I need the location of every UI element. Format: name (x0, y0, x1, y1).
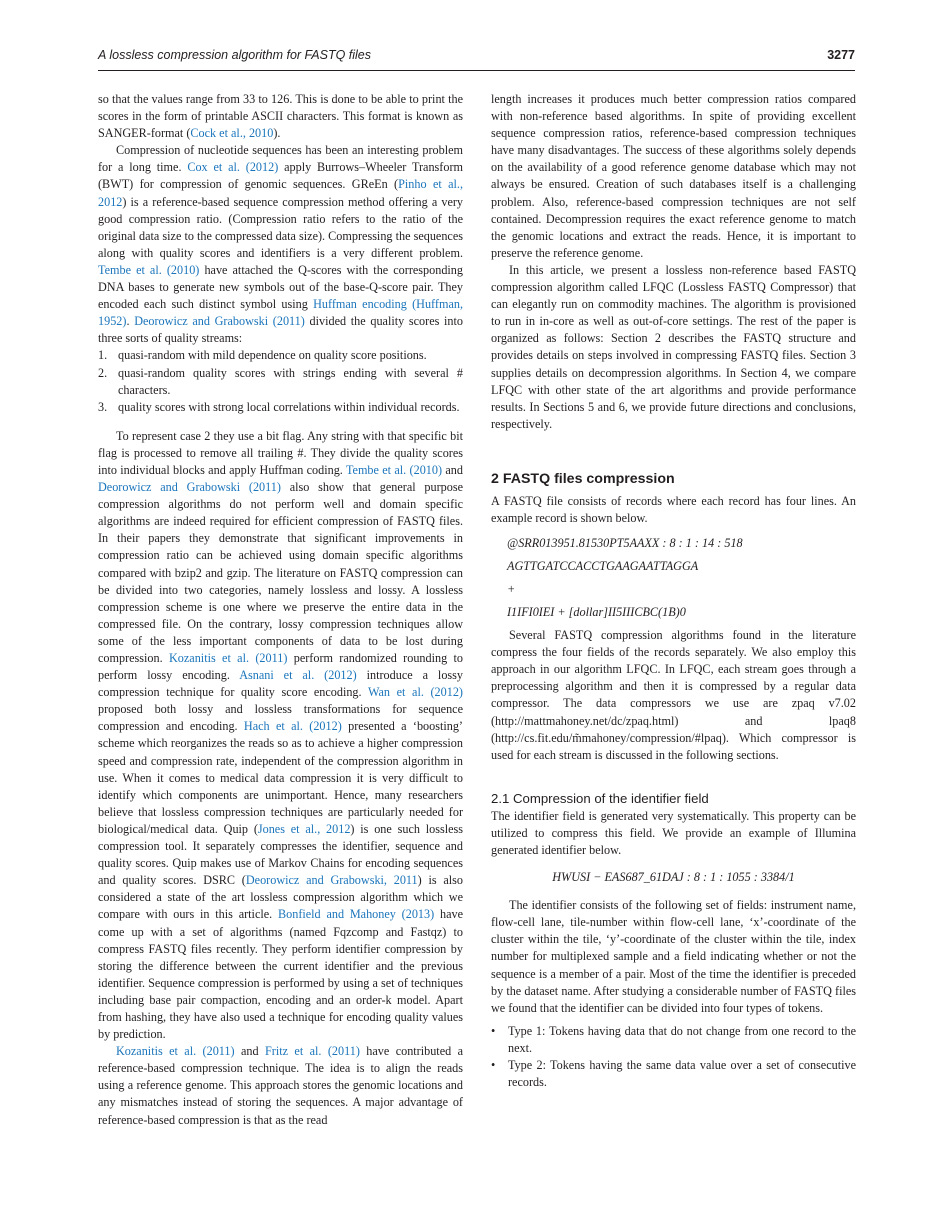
citation-link[interactable]: Kozanitis et al. (2011) (116, 1044, 235, 1059)
right-column (491, 91, 856, 1091)
token-types-list (491, 1023, 856, 1091)
list-item: • Type 1: Tokens having data that do not change from one record to the next. (491, 1023, 856, 1055)
record-line: + (507, 582, 516, 597)
citation-link[interactable]: Tembe et al. (2010) (98, 262, 200, 277)
paragraph: In this article, we present a lossless non-reference based FASTQ compression algorithm called LFQC (Lossless FASTQ Compressor) that can elegantly run on commodity machines. The algorithm is provisioned to run in in-core as well as out-of-core settings. The rest of the paper is organized as follows: Section 2 describes the FASTQ structure and provides details on steps involved in compressing FASTQ files. Section 3 supplies details on decompression algorithms. In Section 4, we compare LFQC with other state of the art algorithms and provide performance results. In Sections 5 and 6, we provide future directions and conclusions, respectively. (491, 262, 856, 431)
paragraph: The identifier consists of the following set of fields: instrument name, flow-cell lane, tile-number within flow-cell lane, ‘x’-coordinate of the cluster within the tile, ‘y’-coordinate of the cluster within the tile, index number for multiplexed sample and a field indicating whether or not the sequence is a member of a pair. Most of the time the identifier is preceded by the dataset name. After studying a considerable number of FASTQ files we found that the identifier can be divided into four types of tokens. (491, 898, 856, 1015)
citation-link[interactable]: Cock et al., 2010 (190, 126, 274, 141)
record-line: @SRR013951.81530PT5AAXX : 8 : 1 : 14 : 518 (507, 536, 743, 551)
running-title: A lossless compression algorithm for FASTQ files (98, 48, 371, 62)
list-item: 2. quasi-random quality scores with strings ending with several # characters. (98, 365, 463, 397)
paragraph: length increases it produces much better compression ratios compared with non-reference based algorithms. In spite of providing excellent sequence compression ratios, reference-based compression techniques have many disadvantages. The success of these algorithms solely depends on the availability of a good reference genome database which may not always be ensured. Creation of such databases itself is a challenging problem. Also, reference-based compression techniques are not self contained. Decompression requires the exact reference genome to match the genomic locations and extract the reads. Hence, it is important to preserve the reference genome. (491, 92, 856, 260)
running-header (98, 48, 855, 66)
page-number: 3277 (827, 48, 855, 62)
citation-link[interactable]: Asnani et al. (2012) (239, 668, 357, 683)
citation-link[interactable]: Fritz et al. (2011) (265, 1044, 360, 1059)
quality-streams-list (98, 347, 463, 415)
citation-link[interactable]: Kozanitis et al. (2011) (169, 651, 288, 665)
citation-link[interactable]: Tembe et al. (2010) (345, 462, 443, 477)
paragraph: so that the values range from 33 to 126. This is done to be able to print the scores in the form of printable ASCII characters. This format is known as SANGER-format (Cock et al., 2010). (98, 92, 463, 141)
paragraph: To represent case 2 they use a bit flag. Any string with that specific bit flag is processed to remove all trailing #. They divide the quality scores into individual blocks and apply Huffman coding. Tembe et al. (2010) and Deorowicz and Grabowski (2011) also show that general purpose compression algorithms do not perform well and domain specific algorithms are indeed required for efficient compression of FASTQ files. In their papers they demonstrate that significant improvements in compression ratio can be achieved using domain specific algorithms compared with bzip2 and gzip. The literature on FASTQ compression can be divided into two categories, namely lossless and lossy. A lossless compression scheme is one where we preserve the entire data in the compressed file. On the contrary, lossy compression techniques allow some of the less important components of data to be lost during compression. Kozanitis et al. (2011) perform randomized rounding to perform lossy encoding. Asnani et al. (2012) introduce a lossy compression technique for quality score encoding. Wan et al. (2012) proposed both lossy and lossless transformations for sequence compression and encoding. Hach et al. (2012) presented a ‘boosting’ scheme which reorganizes the reads so as to achieve a higher compression speed and compression rate, independent of the compression algorithm in use. When it comes to medical data compression it is very difficult to identify which components are unimportant. Hence, many researchers believe that lossless compression techniques are particularly needed for biological/medical data. Quip (Jones et al., 2012) is one such lossless compression tool. It separately compresses the identifier, sequence and quality scores. Quip makes use of Markov Chains for encoding sequences and quality scores. DSRC (Deorowicz and Grabowski, 2011) is also considered a state of the art lossless compression algorithm which we compare with ours in this article. Bonfield and Mahoney (2013) have come up with a set of algorithms (named Fqzcomp and Fastqz) to compress FASTQ files recently. They perform identifier compression by storing the difference between the current identifier and the previous identifier. Sequence compression is performed by using a set of techniques including base pair compaction, encoding and an order-k model. Apart from hashing, they have also used a technique for encoding quality values by prediction. (98, 428, 463, 1042)
citation-link[interactable]: Pinho et al., 2012 (98, 177, 463, 209)
paragraph: The identifier field is generated very systematically. This property can be utilized to compress this field. We provide an example of Illumina generated identifier below. (491, 808, 856, 857)
list-item: 1. quasi-random with mild dependence on quality score positions. (98, 348, 427, 363)
section-heading: 2 FASTQ files compression (491, 470, 675, 487)
subsection-heading: 2.1 Compression of the identifier field (491, 790, 709, 806)
record-line: I1IFI0IEI + [dollar]II5IIICBC(1B)0 (507, 605, 686, 620)
citation-link[interactable]: Deorowicz and Grabowski (2011) (134, 314, 305, 329)
citation-link[interactable]: Deorowicz and Grabowski (2011) (98, 480, 281, 495)
fastq-record-example (507, 535, 856, 621)
list-item: • Type 2: Tokens having the same data value over a set of consecutive records. (491, 1058, 856, 1090)
identifier-equation: HWUSI − EAS687_61DAJ : 8 : 1 : 1055 : 3384/1 (552, 870, 795, 885)
paragraph: Compression of nucleotide sequences has been an interesting problem for a long time. Cox et al. (2012) apply Burrows–Wheeler Transform (BWT) for compression of genomic sequences. GReEn (Pinho et al., 2012) is a reference-based sequence compression method offering a very good compression ratio. (Compression ratio refers to the ratio of the original data size to the compressed data size). Compressing the sequences along with quality scores and identifiers is a very different problem. Tembe et al. (2010) have attached the Q-scores with the corresponding DNA bases to generate new symbols out of the base-Q-score pair. They encoded each such distinct symbol using Huffman encoding (Huffman, 1952). Deorowicz and Grabowski (2011) divided the quality scores into three sorts of quality streams: (98, 143, 464, 346)
citation-link[interactable]: Jones et al., 2012 (257, 821, 351, 836)
record-line: AGTTGATCCACCTGAAGAATTAGGA (507, 559, 699, 574)
paragraph: Several FASTQ compression algorithms found in the literature compress the four fields of the records separately. We also employ this approach in our algorithm LFQC. In LFQC, each stream goes through a preprocessing algorithm and then it is compressed by a regular data compressor. The data compressors we use are zpaq v7.02 (http://mattmahoney.net/dc/zpaq.html) and lpaq8 (http://cs.fit.edu/m̃mahoney/compression/#lpaq). Which compressor is used for each stream is discussed in the following sections. (491, 628, 856, 762)
citation-link[interactable]: Deorowicz and Grabowski, 2011 (245, 873, 418, 888)
citation-link[interactable]: Bonfield and Mahoney (2013) (278, 907, 435, 922)
paragraph: Kozanitis et al. (2011) and Fritz et al. (2011) have contributed a reference-based compression technique. The idea is to align the reads using a reference genome. This approach stores the genomic locations and any mismatches instead of storing the sequences. A major advantage of reference-based compression is that as the read (98, 1044, 464, 1127)
paragraph: A FASTQ file consists of records where each record has four lines. An example record is shown below. (491, 493, 856, 525)
list-item: 3. quality scores with strong local correlations within individual records. (98, 399, 460, 414)
citation-link[interactable]: Wan et al. (2012) (367, 685, 463, 700)
left-column (98, 91, 463, 1129)
citation-link[interactable]: Cox et al. (2012) (187, 160, 279, 175)
citation-link[interactable]: Hach et al. (2012) (243, 719, 342, 734)
header-rule (98, 70, 855, 71)
citation-link[interactable]: Huffman encoding (Huffman, 1952) (98, 297, 463, 329)
